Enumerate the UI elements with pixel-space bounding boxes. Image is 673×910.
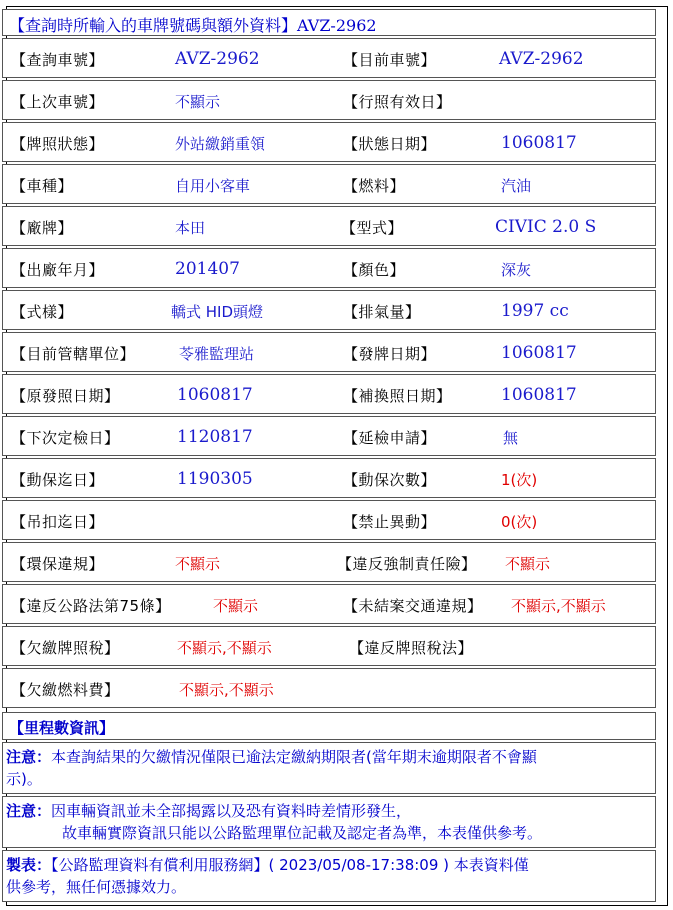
field-label: 【廠牌】 bbox=[11, 219, 74, 237]
header-row bbox=[2, 9, 656, 36]
info-row bbox=[2, 206, 656, 246]
field-label: 【上次車號】 bbox=[11, 93, 105, 111]
field-label: 【行照有效日】 bbox=[343, 93, 452, 111]
mileage-title: 【里程數資訊】 bbox=[9, 719, 115, 737]
field-value: 深灰 bbox=[501, 261, 532, 279]
field-value: AVZ-2962 bbox=[175, 49, 260, 69]
field-value: 自用小客車 bbox=[175, 177, 251, 195]
field-value: 1060817 bbox=[501, 385, 577, 405]
info-row bbox=[2, 164, 656, 204]
field-label: 【延檢申請】 bbox=[343, 429, 437, 447]
field-label: 【狀態日期】 bbox=[343, 135, 437, 153]
field-label: 【吊扣迄日】 bbox=[11, 513, 105, 531]
field-value: 1060817 bbox=[501, 133, 577, 153]
field-label: 【車種】 bbox=[11, 177, 74, 195]
note2-text2: 故車輛實際資訊只能以公路監理單位記載及認定者為準，本表僅供參考。 bbox=[62, 824, 543, 842]
field-value: 1060817 bbox=[177, 385, 253, 405]
field-label: 【原發照日期】 bbox=[11, 387, 120, 405]
field-value: CIVIC 2.0 S bbox=[495, 217, 597, 237]
note1-prefix: 注意： bbox=[6, 748, 52, 766]
field-label: 【查詢車號】 bbox=[11, 51, 105, 69]
field-value: 不顯示 bbox=[213, 597, 259, 615]
footer-row bbox=[2, 850, 656, 902]
footer-text1: 【公路監理資料有償利用服務網】( 2023/05/08-17:38:09 ) 本表資料僅 bbox=[51, 856, 529, 874]
info-row bbox=[2, 458, 656, 498]
field-value: 本田 bbox=[175, 219, 206, 237]
info-row bbox=[2, 38, 656, 78]
note2-row bbox=[2, 796, 656, 848]
field-label: 【下次定檢日】 bbox=[11, 429, 120, 447]
note2-prefix: 注意： bbox=[6, 802, 52, 820]
mileage-row bbox=[2, 712, 656, 740]
field-value: 0(次) bbox=[501, 513, 538, 531]
note1-row bbox=[2, 742, 656, 794]
note1-text1: 本查詢結果的欠繳情況僅限已逾法定繳納期限者(當年期末逾期限者不會顯 bbox=[51, 748, 537, 766]
field-value: 1997 cc bbox=[501, 301, 569, 321]
field-label: 【違反強制責任險】 bbox=[337, 555, 477, 573]
field-value: 201407 bbox=[175, 259, 240, 279]
field-value: 汽油 bbox=[501, 177, 532, 195]
field-value: 不顯示,不顯示 bbox=[179, 681, 274, 699]
note2-text1: 因車輛資訊並未全部揭露以及恐有資料時差情形發生， bbox=[51, 802, 412, 820]
field-label: 【目前管轄單位】 bbox=[11, 345, 136, 363]
info-row bbox=[2, 122, 656, 162]
field-value: 不顯示,不顯示 bbox=[511, 597, 606, 615]
note1 bbox=[6, 746, 654, 790]
field-label: 【燃料】 bbox=[343, 177, 406, 195]
field-label: 【出廠年月】 bbox=[11, 261, 105, 279]
note1-text2: 示)。 bbox=[6, 770, 42, 788]
info-row bbox=[2, 626, 656, 666]
field-value: 外站繳銷重領 bbox=[175, 135, 266, 153]
info-row bbox=[2, 290, 656, 330]
field-value: 無 bbox=[503, 429, 519, 447]
field-value: 1190305 bbox=[177, 469, 253, 489]
footer bbox=[6, 854, 654, 898]
field-label: 【發牌日期】 bbox=[343, 345, 437, 363]
info-row bbox=[2, 416, 656, 456]
field-label: 【動保迄日】 bbox=[11, 471, 105, 489]
info-row bbox=[2, 668, 656, 708]
info-row bbox=[2, 80, 656, 120]
field-value: 轎式 HID頭燈 bbox=[171, 303, 264, 321]
field-value: 1(次) bbox=[501, 471, 538, 489]
field-label: 【違反牌照稅法】 bbox=[349, 639, 474, 657]
footer-prefix: 製表： bbox=[6, 856, 52, 874]
page-title: 【查詢時所輸入的車牌號碼與額外資料】AVZ-2962 bbox=[9, 16, 377, 35]
info-row bbox=[2, 584, 656, 624]
field-value: 苓雅監理站 bbox=[179, 345, 255, 363]
field-label: 【欠繳燃料費】 bbox=[11, 681, 120, 699]
field-value: 不顯示 bbox=[505, 555, 551, 573]
field-label: 【補換照日期】 bbox=[343, 387, 452, 405]
field-label: 【違反公路法第75條】 bbox=[11, 597, 171, 615]
field-label: 【牌照狀態】 bbox=[11, 135, 105, 153]
note2 bbox=[6, 800, 654, 844]
field-label: 【式樣】 bbox=[11, 303, 74, 321]
footer-text2: 供參考，無任何憑據效力。 bbox=[6, 878, 187, 896]
field-label: 【欠繳牌照稅】 bbox=[11, 639, 120, 657]
field-value: 不顯示,不顯示 bbox=[177, 639, 272, 657]
field-label: 【環保違規】 bbox=[11, 555, 105, 573]
field-label: 【未結案交通違規】 bbox=[343, 597, 483, 615]
field-value: 1060817 bbox=[501, 343, 577, 363]
field-value: 不顯示 bbox=[175, 93, 221, 111]
info-row bbox=[2, 500, 656, 540]
field-value: AVZ-2962 bbox=[499, 49, 584, 69]
field-label: 【禁止異動】 bbox=[343, 513, 437, 531]
field-label: 【型式】 bbox=[341, 219, 404, 237]
field-label: 【排氣量】 bbox=[343, 303, 421, 321]
field-value: 1120817 bbox=[177, 427, 253, 447]
field-label: 【顏色】 bbox=[343, 261, 406, 279]
field-label: 【目前車號】 bbox=[343, 51, 437, 69]
info-row bbox=[2, 542, 656, 582]
field-label: 【動保次數】 bbox=[343, 471, 437, 489]
info-row bbox=[2, 374, 656, 414]
info-row bbox=[2, 248, 656, 288]
info-row bbox=[2, 332, 656, 372]
field-value: 不顯示 bbox=[175, 555, 221, 573]
